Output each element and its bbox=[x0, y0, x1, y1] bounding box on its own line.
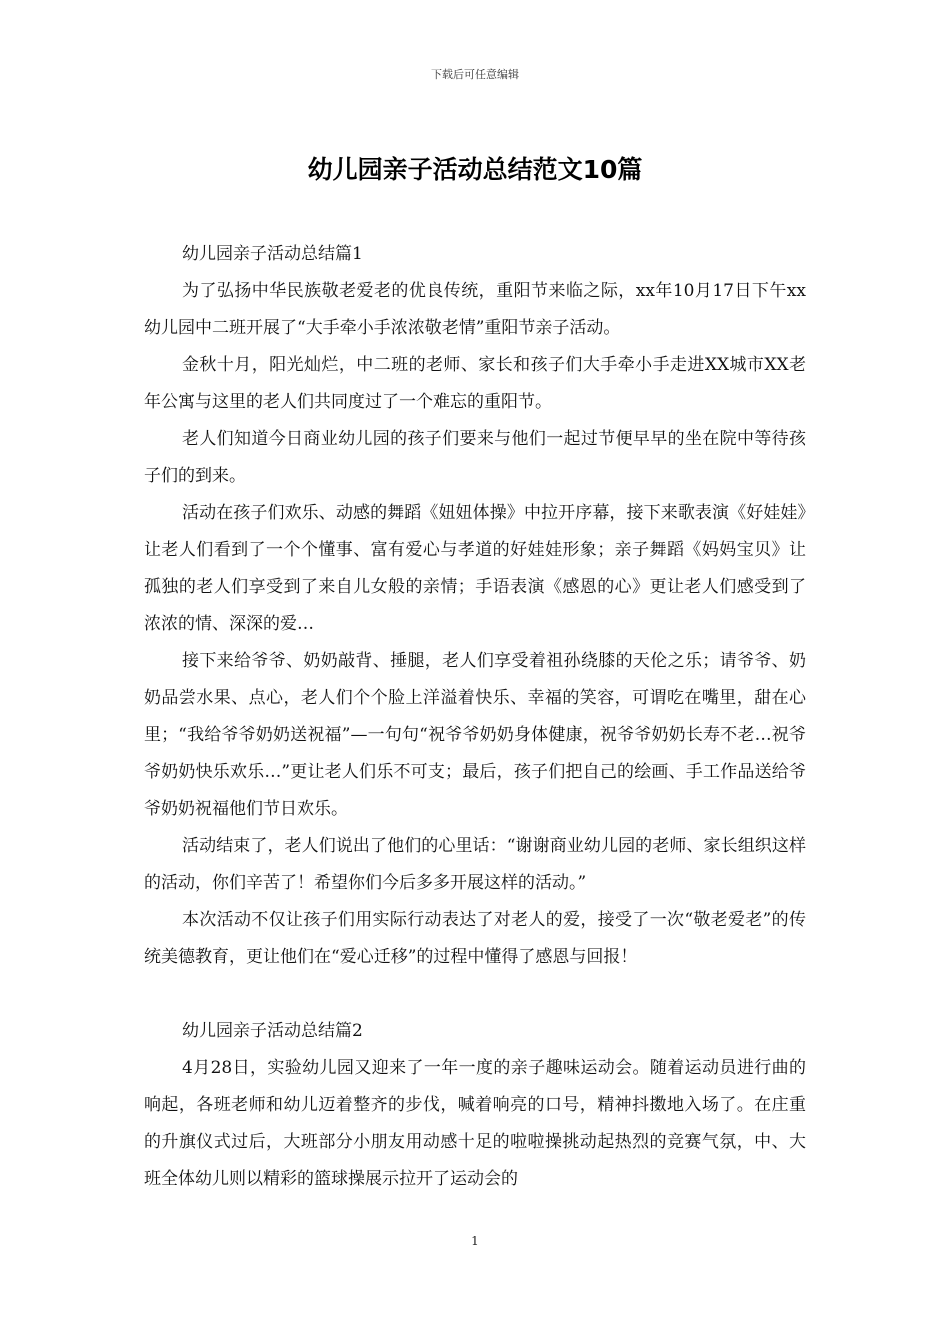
section-spacer bbox=[144, 976, 806, 1013]
document-body bbox=[144, 236, 806, 1198]
paragraph: 活动在孩子们欢乐、动感的舞蹈《妞妞体操》中拉开序幕，接下来歌表演《好娃娃》让老人们看到了一个个懂事、富有爱心与孝道的好娃娃形象；亲子舞蹈《妈妈宝贝》让孤独的老人们享受到了来自儿女般的亲情；手语表演《感恩的心》更让老人们感受到了浓浓的情、深深的爱… bbox=[144, 503, 806, 634]
paragraph: 老人们知道今日商业幼儿园的孩子们要来与他们一起过节便早早的坐在院中等待孩子们的到来。 bbox=[144, 429, 806, 486]
section-2 bbox=[144, 1013, 806, 1198]
paragraph: 4月28日，实验幼儿园又迎来了一年一度的亲子趣味运动会。随着运动员进行曲的响起，各班老师和幼儿迈着整齐的步伐，喊着响亮的口号，精神抖擞地入场了。在庄重的升旗仪式过后，大班部分小朋友用动感十足的啦啦操挑动起热烈的竞赛气氛，中、大班全体幼儿则以精彩的篮球操展示拉开了运动会的 bbox=[144, 1058, 806, 1189]
section-1 bbox=[144, 236, 806, 976]
paragraph: 接下来给爷爷、奶奶敲背、捶腿，老人们享受着祖孙绕膝的天伦之乐；请爷爷、奶奶品尝水果、点心，老人们个个脸上洋溢着快乐、幸福的笑容，可谓吃在嘴里，甜在心里；“我给爷爷奶奶送祝福”—一句句“祝爷爷奶奶身体健康，祝爷爷奶奶长寿不老…祝爷爷奶奶快乐欢乐…”更让老人们乐不可支；最后，孩子们把自己的绘画、手工作品送给爷爷奶奶祝福他们节日欢乐。 bbox=[144, 651, 806, 819]
document-title: 幼儿园亲子活动总结范文10篇 bbox=[307, 155, 643, 184]
paragraph: 为了弘扬中华民族敬老爱老的优良传统，重阳节来临之际，xx年10月17日下午xx幼儿园中二班开展了“大手牵小手浓浓敬老情”重阳节亲子活动。 bbox=[144, 281, 806, 338]
section-heading: 幼儿园亲子活动总结篇2 bbox=[182, 1021, 363, 1041]
page-number: 1 bbox=[471, 1234, 479, 1248]
header-note: 下载后可任意编辑 bbox=[431, 68, 519, 81]
section-heading: 幼儿园亲子活动总结篇1 bbox=[182, 244, 363, 264]
paragraph: 金秋十月，阳光灿烂，中二班的老师、家长和孩子们大手牵小手走进XX城市XX老年公寓与这里的老人们共同度过了一个难忘的重阳节。 bbox=[144, 355, 806, 412]
paragraph: 本次活动不仅让孩子们用实际行动表达了对老人的爱，接受了一次“敬老爱老”的传统美德教育，更让他们在“爱心迁移”的过程中懂得了感恩与回报！ bbox=[144, 910, 806, 967]
paragraph: 活动结束了，老人们说出了他们的心里话：“谢谢商业幼儿园的老师、家长组织这样的活动，你们辛苦了！希望你们今后多多开展这样的活动。” bbox=[144, 836, 806, 893]
